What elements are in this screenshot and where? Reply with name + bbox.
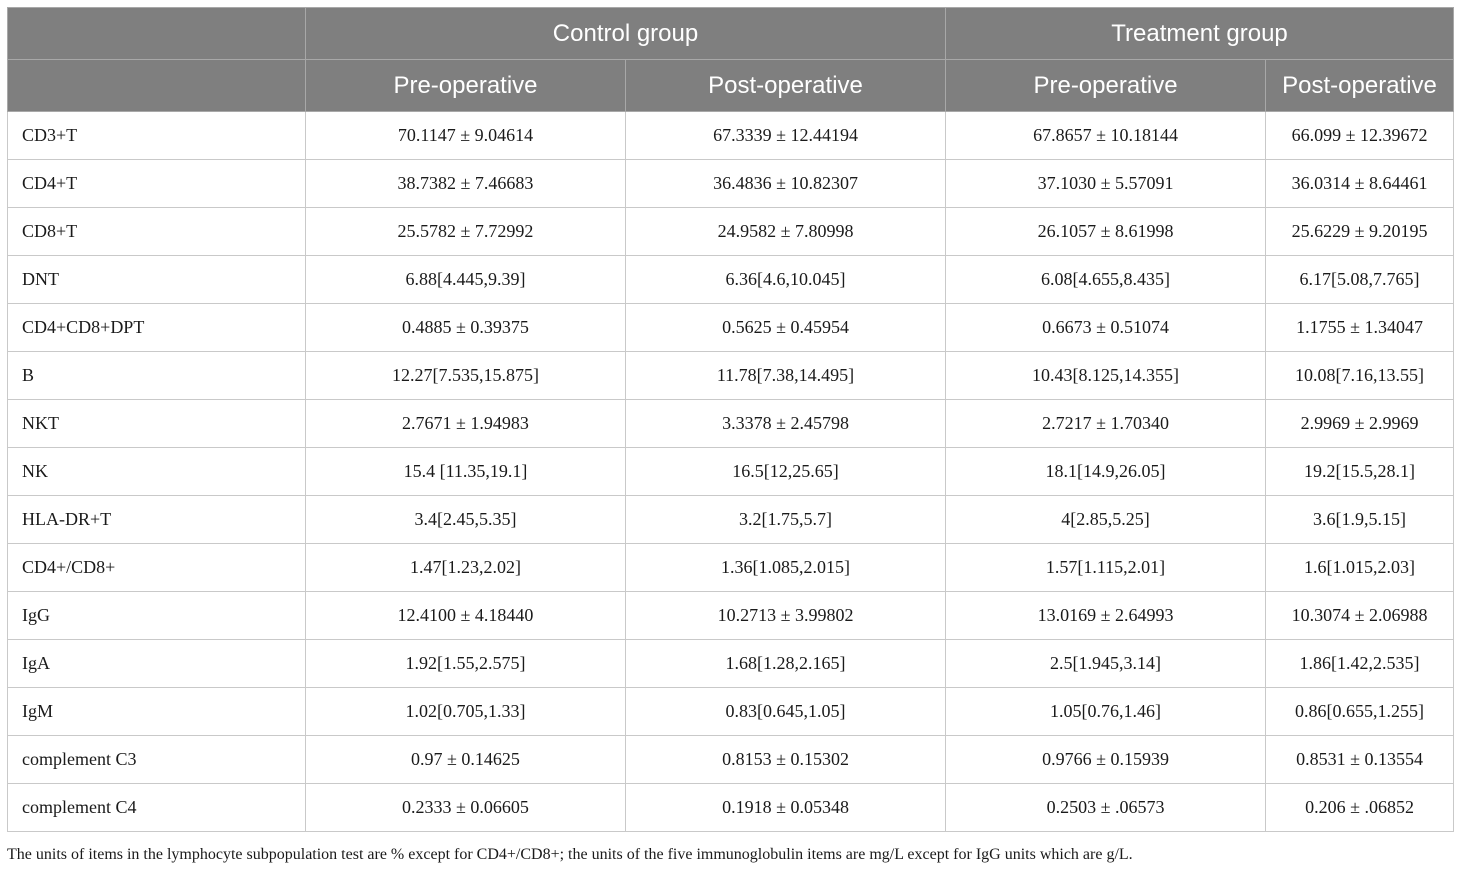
table-row	[8, 688, 1454, 736]
control-post-value: 11.78[7.38,14.495]	[626, 352, 946, 400]
treatment-pre-value: 0.2503 ± .06573	[946, 784, 1266, 832]
treatment-pre-value: 6.08[4.655,8.435]	[946, 256, 1266, 304]
control-post-value: 6.36[4.6,10.045]	[626, 256, 946, 304]
table-row	[8, 784, 1454, 832]
header-control-pre-operative: Pre-operative	[306, 60, 626, 112]
treatment-post-value: 10.08[7.16,13.55]	[1266, 352, 1454, 400]
treatment-post-value: 0.206 ± .06852	[1266, 784, 1454, 832]
control-pre-value: 0.2333 ± 0.06605	[306, 784, 626, 832]
control-post-value: 0.5625 ± 0.45954	[626, 304, 946, 352]
table-row	[8, 208, 1454, 256]
control-post-value: 67.3339 ± 12.44194	[626, 112, 946, 160]
table-body	[8, 112, 1454, 832]
treatment-post-value: 1.6[1.015,2.03]	[1266, 544, 1454, 592]
control-post-value: 10.2713 ± 3.99802	[626, 592, 946, 640]
treatment-pre-value: 1.57[1.115,2.01]	[946, 544, 1266, 592]
treatment-post-value: 2.9969 ± 2.9969	[1266, 400, 1454, 448]
treatment-pre-value: 2.5[1.945,3.14]	[946, 640, 1266, 688]
header-corner-cell	[8, 8, 306, 60]
row-label: B	[8, 352, 306, 400]
control-pre-value: 70.1147 ± 9.04614	[306, 112, 626, 160]
treatment-post-value: 6.17[5.08,7.765]	[1266, 256, 1454, 304]
control-pre-value: 25.5782 ± 7.72992	[306, 208, 626, 256]
control-post-value: 1.36[1.085,2.015]	[626, 544, 946, 592]
control-pre-value: 6.88[4.445,9.39]	[306, 256, 626, 304]
table-row	[8, 496, 1454, 544]
control-pre-value: 38.7382 ± 7.46683	[306, 160, 626, 208]
row-label: CD4+CD8+DPT	[8, 304, 306, 352]
control-pre-value: 12.4100 ± 4.18440	[306, 592, 626, 640]
treatment-post-value: 19.2[15.5,28.1]	[1266, 448, 1454, 496]
table-row	[8, 640, 1454, 688]
treatment-pre-value: 1.05[0.76,1.46]	[946, 688, 1266, 736]
treatment-pre-value: 67.8657 ± 10.18144	[946, 112, 1266, 160]
control-post-value: 0.1918 ± 0.05348	[626, 784, 946, 832]
header-control-group: Control group	[306, 8, 946, 60]
row-label: DNT	[8, 256, 306, 304]
control-pre-value: 1.92[1.55,2.575]	[306, 640, 626, 688]
row-label: CD8+T	[8, 208, 306, 256]
row-label: CD4+T	[8, 160, 306, 208]
table-row	[8, 400, 1454, 448]
row-label: IgG	[8, 592, 306, 640]
control-post-value: 16.5[12,25.65]	[626, 448, 946, 496]
treatment-post-value: 66.099 ± 12.39672	[1266, 112, 1454, 160]
header-treatment-post-operative: Post-operative	[1266, 60, 1454, 112]
control-pre-value: 15.4 [11.35,19.1]	[306, 448, 626, 496]
treatment-post-value: 10.3074 ± 2.06988	[1266, 592, 1454, 640]
treatment-post-value: 0.86[0.655,1.255]	[1266, 688, 1454, 736]
group-header-row	[8, 8, 1454, 60]
row-label: CD4+/CD8+	[8, 544, 306, 592]
treatment-pre-value: 2.7217 ± 1.70340	[946, 400, 1266, 448]
treatment-pre-value: 4[2.85,5.25]	[946, 496, 1266, 544]
control-post-value: 0.83[0.645,1.05]	[626, 688, 946, 736]
header-treatment-group: Treatment group	[946, 8, 1454, 60]
header-control-post-operative: Post-operative	[626, 60, 946, 112]
control-post-value: 1.68[1.28,2.165]	[626, 640, 946, 688]
treatment-pre-value: 13.0169 ± 2.64993	[946, 592, 1266, 640]
table-row	[8, 448, 1454, 496]
treatment-post-value: 3.6[1.9,5.15]	[1266, 496, 1454, 544]
control-post-value: 36.4836 ± 10.82307	[626, 160, 946, 208]
table-row	[8, 256, 1454, 304]
row-label: CD3+T	[8, 112, 306, 160]
control-pre-value: 1.02[0.705,1.33]	[306, 688, 626, 736]
treatment-pre-value: 18.1[14.9,26.05]	[946, 448, 1266, 496]
treatment-post-value: 0.8531 ± 0.13554	[1266, 736, 1454, 784]
row-label: complement C3	[8, 736, 306, 784]
control-pre-value: 12.27[7.535,15.875]	[306, 352, 626, 400]
table-row	[8, 160, 1454, 208]
control-pre-value: 0.97 ± 0.14625	[306, 736, 626, 784]
treatment-post-value: 1.1755 ± 1.34047	[1266, 304, 1454, 352]
control-pre-value: 0.4885 ± 0.39375	[306, 304, 626, 352]
immune-parameters-table	[7, 7, 1454, 832]
table-row	[8, 304, 1454, 352]
control-post-value: 3.3378 ± 2.45798	[626, 400, 946, 448]
treatment-pre-value: 37.1030 ± 5.57091	[946, 160, 1266, 208]
control-post-value: 0.8153 ± 0.15302	[626, 736, 946, 784]
sub-header-row	[8, 60, 1454, 112]
control-post-value: 3.2[1.75,5.7]	[626, 496, 946, 544]
control-post-value: 24.9582 ± 7.80998	[626, 208, 946, 256]
table-row	[8, 112, 1454, 160]
row-label: NKT	[8, 400, 306, 448]
control-pre-value: 2.7671 ± 1.94983	[306, 400, 626, 448]
treatment-pre-value: 10.43[8.125,14.355]	[946, 352, 1266, 400]
treatment-post-value: 36.0314 ± 8.64461	[1266, 160, 1454, 208]
row-label: IgA	[8, 640, 306, 688]
header-treatment-pre-operative: Pre-operative	[946, 60, 1266, 112]
table-footnote: The units of items in the lymphocyte subpopulation test are % except for CD4+/CD8+; the units of the five immunoglobulin items are mg/L except for IgG units which are g/L.	[7, 846, 1133, 863]
table-row	[8, 592, 1454, 640]
table-row	[8, 544, 1454, 592]
control-pre-value: 3.4[2.45,5.35]	[306, 496, 626, 544]
treatment-pre-value: 0.6673 ± 0.51074	[946, 304, 1266, 352]
control-pre-value: 1.47[1.23,2.02]	[306, 544, 626, 592]
row-label: complement C4	[8, 784, 306, 832]
treatment-post-value: 25.6229 ± 9.20195	[1266, 208, 1454, 256]
treatment-pre-value: 26.1057 ± 8.61998	[946, 208, 1266, 256]
treatment-pre-value: 0.9766 ± 0.15939	[946, 736, 1266, 784]
treatment-post-value: 1.86[1.42,2.535]	[1266, 640, 1454, 688]
table-row	[8, 352, 1454, 400]
sub-header-corner-cell	[8, 60, 306, 112]
table-row	[8, 736, 1454, 784]
table-header	[8, 8, 1454, 112]
row-label: HLA-DR+T	[8, 496, 306, 544]
row-label: IgM	[8, 688, 306, 736]
data-table-container	[7, 7, 1453, 832]
row-label: NK	[8, 448, 306, 496]
